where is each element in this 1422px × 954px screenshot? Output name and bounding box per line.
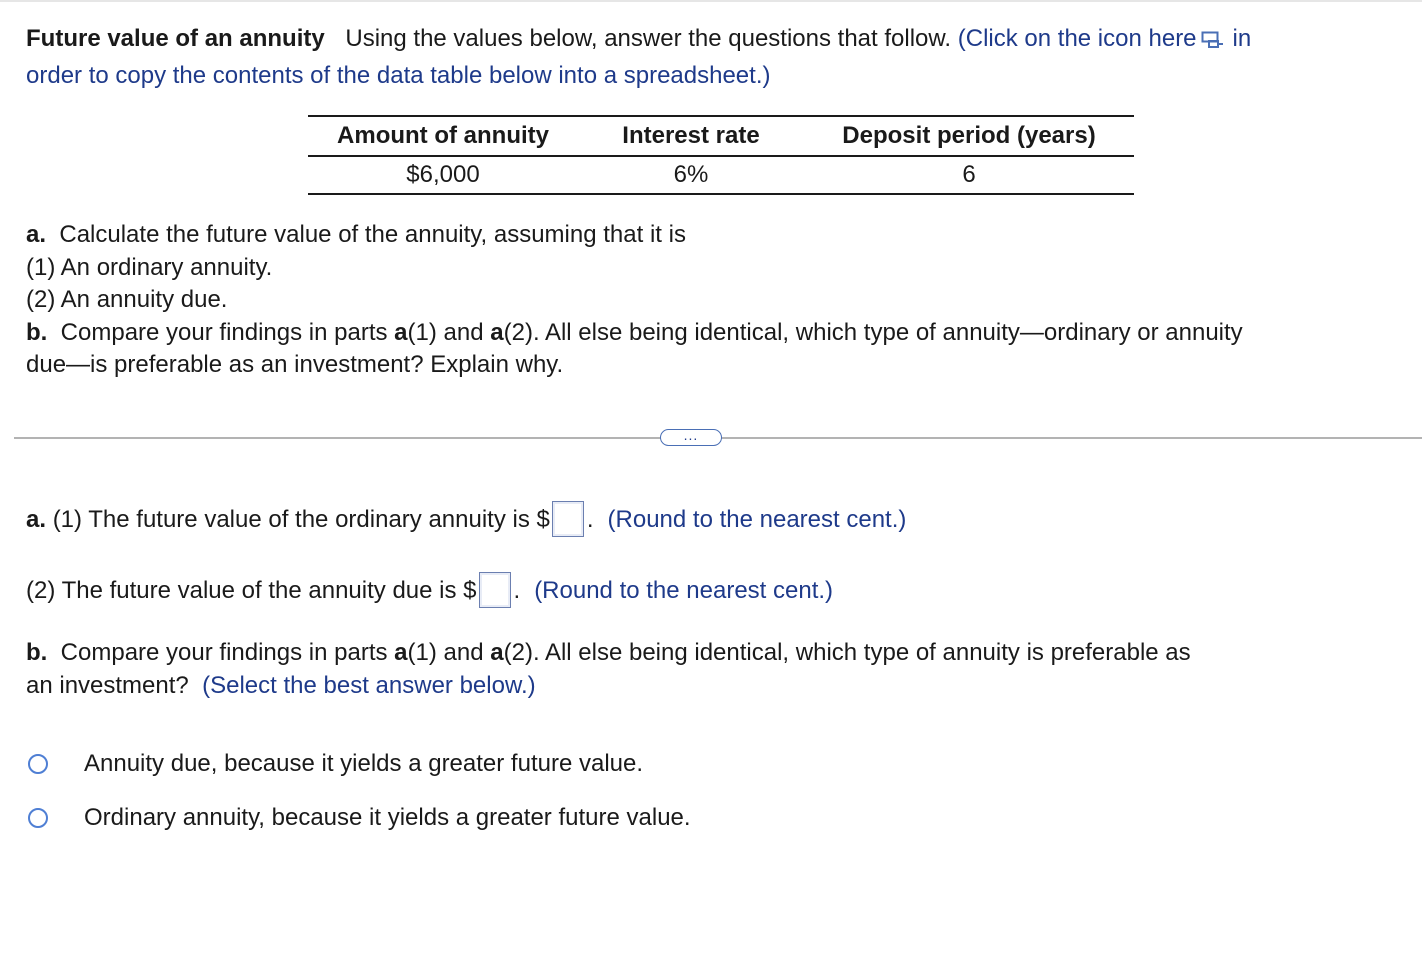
copy-link-suffix[interactable]: in (1232, 25, 1252, 52)
answer-a2-input[interactable] (479, 572, 511, 608)
table-header-row (308, 116, 1134, 156)
header-amount-of-annuity: Amount of annuity (308, 116, 578, 156)
radio-ordinary-annuity[interactable] (28, 808, 48, 828)
copy-link-continued[interactable]: order to copy the contents of the data table below into a spreadsheet.) (26, 62, 771, 89)
problem-title: Future value of an annuity (26, 25, 325, 52)
header-deposit-period: Deposit period (years) (804, 116, 1134, 156)
part-b-question: b. Compare your findings in parts a(1) and a(2). All else being identical, which type of annuity is preferable as an investment? (Select the best answer below.) (26, 639, 1191, 699)
problem-intro (26, 22, 1406, 93)
select-hint: (Select the best answer below.) (202, 671, 536, 699)
option-label: Ordinary annuity, because it yields a greater future value. (84, 804, 691, 831)
cell-interest-rate: 6% (578, 156, 804, 194)
header-interest-rate: Interest rate (578, 116, 804, 156)
questions-block (26, 219, 1406, 382)
data-table (308, 115, 1134, 195)
answer-a1-line: a. (1) The future value of the ordinary annuity is $ . (Round to the nearest cent.) (26, 501, 906, 537)
round-hint-a1: (Round to the nearest cent.) (607, 506, 907, 533)
question-a1: (1) An ordinary annuity. (26, 253, 273, 281)
problem-instruction: Using the values below, answer the questions that follow. (345, 25, 952, 52)
cell-amount: $6,000 (308, 156, 578, 194)
round-hint-a2: (Round to the nearest cent.) (534, 577, 834, 604)
question-b: b. Compare your findings in parts a(1) and a(2). All else being identical, which type of annuity—ordinary or annuity due—is preferable as an investment? Explain why. (26, 318, 1243, 378)
radio-annuity-due[interactable] (28, 754, 48, 774)
option-ordinary-annuity[interactable] (28, 804, 691, 832)
top-border (0, 0, 1422, 2)
copy-link-prefix[interactable]: (Click on the icon here (957, 25, 1197, 52)
answer-a1-input[interactable] (552, 501, 584, 537)
question-a2: (2) An annuity due. (26, 286, 228, 313)
copy-to-spreadsheet-icon[interactable] (1201, 25, 1225, 59)
question-a: a. Calculate the future value of the annuity, assuming that it is (26, 221, 686, 248)
option-label: Annuity due, because it yields a greater future value. (84, 750, 644, 777)
cell-deposit-period: 6 (804, 156, 1134, 194)
answer-a2-line: (2) The future value of the annuity due is $ . (Round to the nearest cent.) (26, 572, 833, 608)
table-row (308, 156, 1134, 194)
option-annuity-due[interactable] (28, 750, 643, 778)
show-more-button[interactable]: ... (660, 429, 722, 446)
